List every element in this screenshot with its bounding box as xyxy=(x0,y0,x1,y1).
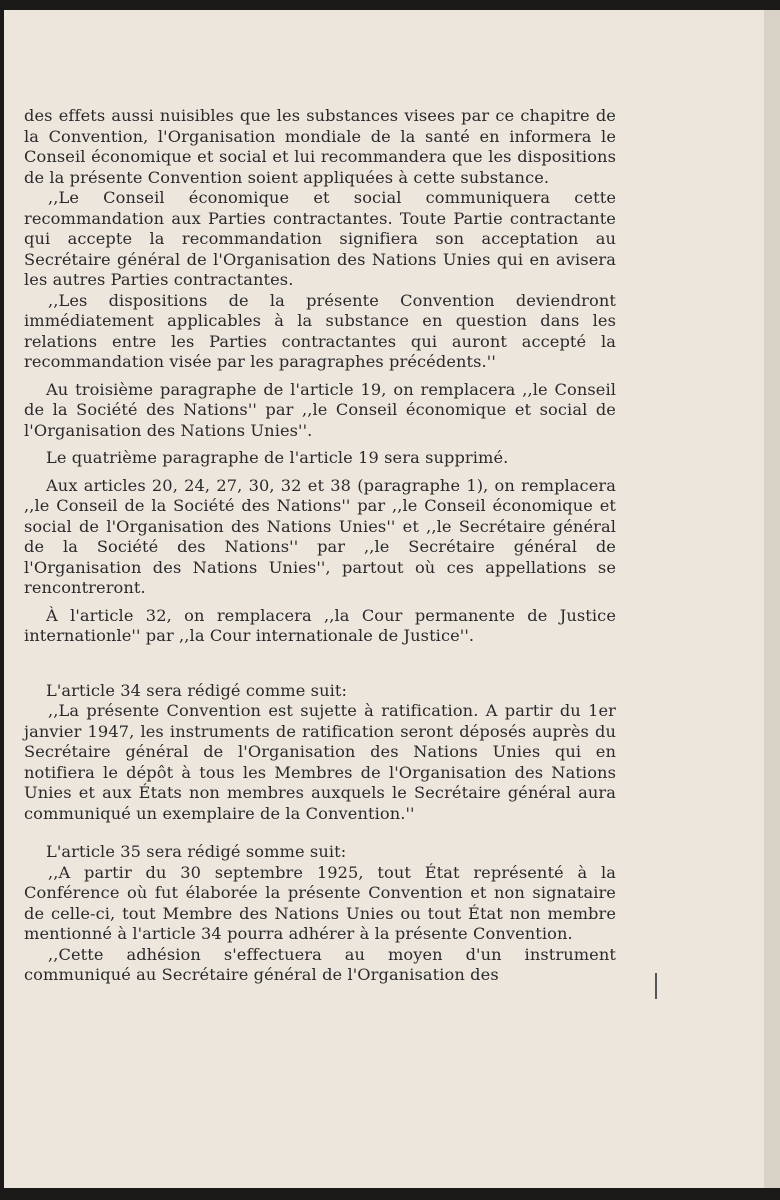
paragraph-7: À l'article 32, on remplacera ,,la Cour permanente de Justice internationle'' par ,,la Cour internationale de Justice''. xyxy=(24,605,616,645)
document-body xyxy=(24,106,616,986)
paragraph-3: ,,Les dispositions de la présente Convention deviendront immédiatement applicables à la substance en question dans les relations entre les Parties contractantes qui auront accepté la recommandation visée par les paragraphes précédents.'' xyxy=(24,290,616,371)
scanned-page xyxy=(4,10,764,1188)
paragraph-10: L'article 35 sera rédigé somme suit: xyxy=(46,842,347,861)
paragraph-2: ,,Le Conseil économique et social communiquera cette recommandation aux Parties contractantes. Toute Partie contractante qui accepte la recommandation signifiera son acceptation au Secrétaire général de l'Organisation des Nations Unies qui en avisera les autres Parties contractantes. xyxy=(24,188,616,289)
page-edge xyxy=(764,10,780,1188)
paragraph-6: Aux articles 20, 24, 27, 30, 32 et 38 (paragraphe 1), on remplacera ,,le Conseil de la Société des Nations'' par ,,le Conseil économique et social de l'Organisation des Nations Unies'' et ,,le Secrétaire général de la Société des Nations'' par ,,le Secrétaire général de l'Organisation des Nations Unies'', partout où ces appellations se rencontreront. xyxy=(24,475,616,597)
paragraph-11: ,,A partir du 30 septembre 1925, tout État représenté à la Conférence où fut élaborée la présente Convention et non signataire de celle-ci, tout Membre des Nations Unies ou tout État non membre mentionné à l'article 34 pourra adhérer à la présente Convention. xyxy=(24,862,616,943)
paragraph-12: ,,Cette adhésion s'effectuera au moyen d'un instrument communiqué au Secrétaire général de l'Organisation des xyxy=(24,944,616,984)
paragraph-5: Le quatrième paragraphe de l'article 19 sera supprimé. xyxy=(46,448,509,467)
paragraph-8: L'article 34 sera rédigé comme suit: xyxy=(46,680,348,700)
paragraph-4: Au troisième paragraphe de l'article 19, on remplacera ,,le Conseil de la Société des Nations'' par ,,le Conseil économique et social de l'Organisation des Nations Unies''. xyxy=(24,379,616,440)
margin-mark xyxy=(655,973,657,999)
paragraph-1: des effets aussi nuisibles que les substances visees par ce chapitre de la Convention, l'Organisation mondiale de la santé en informera le Conseil économique et social et lui recommandera que les dispositions de la présente Convention soient appliquées à cette substance. xyxy=(24,106,616,187)
paragraph-9: ,,La présente Convention est sujette à ratification. A partir du 1er janvier 1947, les instruments de ratification seront déposés auprès du Secrétaire général de l'Organisation des Nations Unies qui en notifiera le dépôt à tous les Membres de l'Organisation des Nations Unies et aux États non membres auxquels le Secrétaire général aura communiqué un exemplaire de la Convention.'' xyxy=(24,701,616,823)
